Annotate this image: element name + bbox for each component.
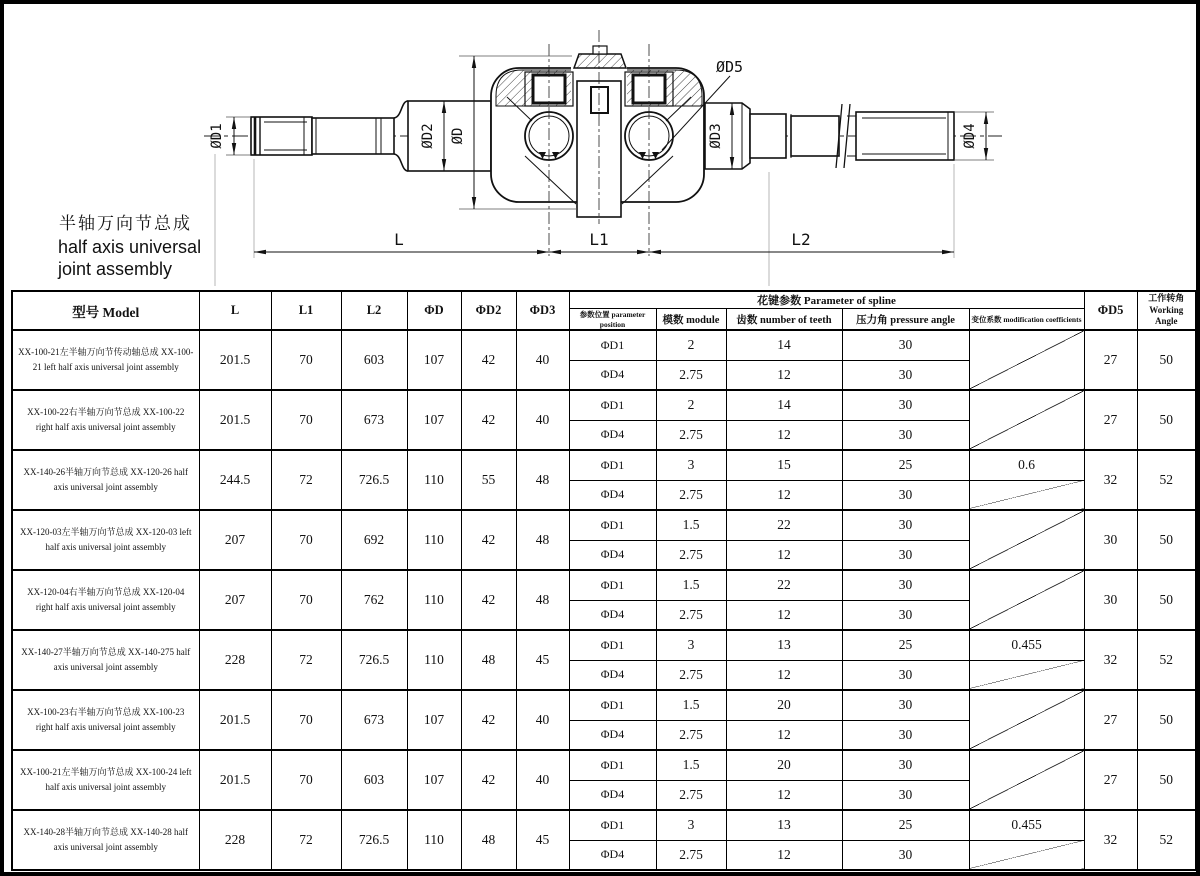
table-row: [12, 450, 1196, 480]
value-L2: 726.5: [341, 630, 407, 690]
spline-teeth: 20: [726, 690, 842, 720]
table-row: [12, 810, 1196, 840]
spline-teeth: 12: [726, 720, 842, 750]
value-d5: 27: [1084, 330, 1137, 390]
spline-module: 1.5: [656, 690, 726, 720]
joint-housing: [491, 30, 704, 256]
value-L: 207: [199, 570, 271, 630]
spline-pressure-angle: 30: [842, 690, 969, 720]
value-L1: 72: [271, 810, 341, 870]
value-L2: 603: [341, 330, 407, 390]
value-L1: 70: [271, 750, 341, 810]
header-L2: L2: [341, 291, 407, 330]
value-d: 107: [407, 390, 461, 450]
dim-label-d3: ØD3: [708, 123, 724, 149]
modification-empty: [969, 750, 1084, 810]
spline-position: ΦD4: [569, 840, 656, 870]
spline-pressure-angle: 30: [842, 780, 969, 810]
header-model: 型号 Model: [12, 291, 199, 330]
value-d2: 48: [461, 630, 516, 690]
drawing-title: [57, 214, 201, 279]
dim-label-L2: L2: [791, 230, 811, 249]
value-L1: 72: [271, 450, 341, 510]
value-d2: 42: [461, 750, 516, 810]
spline-pressure-angle: 30: [842, 330, 969, 360]
value-working-angle: 50: [1137, 510, 1196, 570]
value-L: 244.5: [199, 450, 271, 510]
value-L2: 603: [341, 750, 407, 810]
dim-label-d4: ØD4: [962, 123, 978, 149]
value-working-angle: 50: [1137, 690, 1196, 750]
spline-pressure-angle: 30: [842, 600, 969, 630]
value-d3: 48: [516, 570, 569, 630]
value-d5: 27: [1084, 390, 1137, 450]
header-L: L: [199, 291, 271, 330]
value-L2: 673: [341, 390, 407, 450]
spline-pressure-angle: 30: [842, 540, 969, 570]
spline-pressure-angle: 30: [842, 840, 969, 870]
spline-position: ΦD1: [569, 330, 656, 360]
table-row: [12, 390, 1196, 420]
value-d3: 45: [516, 810, 569, 870]
spline-pressure-angle: 30: [842, 570, 969, 600]
dim-label-d2: ØD2: [420, 123, 436, 149]
value-L: 201.5: [199, 390, 271, 450]
value-d3: 40: [516, 750, 569, 810]
modification-empty: [969, 390, 1084, 450]
header-number-of-teeth: 齿数 number of teeth: [726, 309, 842, 331]
value-d2: 48: [461, 810, 516, 870]
spline-module: 1.5: [656, 570, 726, 600]
value-L1: 70: [271, 330, 341, 390]
value-L1: 70: [271, 690, 341, 750]
spline-position: ΦD1: [569, 750, 656, 780]
table-row: [12, 570, 1196, 600]
modification-empty: [969, 690, 1084, 750]
value-d3: 48: [516, 510, 569, 570]
spline-position: ΦD4: [569, 420, 656, 450]
spline-module: 2.75: [656, 840, 726, 870]
value-d3: 40: [516, 690, 569, 750]
spline-position: ΦD4: [569, 360, 656, 390]
value-d5: 30: [1084, 570, 1137, 630]
model-cell: XX-120-04右半轴万向节总成 XX-120-04 right half axis universal joint assembly: [12, 570, 199, 630]
model-cell: XX-100-21左半轴万向节传动轴总成 XX-100-21 left half axis universal joint assembly: [12, 330, 199, 390]
dim-label-d1: ØD1: [209, 123, 225, 149]
value-d5: 30: [1084, 510, 1137, 570]
value-L2: 726.5: [341, 810, 407, 870]
value-working-angle: 50: [1137, 330, 1196, 390]
value-d2: 55: [461, 450, 516, 510]
spline-teeth: 14: [726, 390, 842, 420]
spline-teeth: 13: [726, 810, 842, 840]
header-d5: ΦD5: [1084, 291, 1137, 330]
value-d3: 40: [516, 330, 569, 390]
spline-modification: 0.455: [969, 630, 1084, 660]
spline-position: ΦD1: [569, 630, 656, 660]
value-L2: 692: [341, 510, 407, 570]
table-row: [12, 630, 1196, 660]
header-modification-coefficients: 变位系数 modification coefficients: [969, 309, 1084, 331]
header-L1: L1: [271, 291, 341, 330]
model-cell: XX-100-23右半轴万向节总成 XX-100-23 right half axis universal joint assembly: [12, 690, 199, 750]
header-d2: ΦD2: [461, 291, 516, 330]
modification-empty: [969, 660, 1084, 690]
spline-teeth: 22: [726, 510, 842, 540]
spline-teeth: 22: [726, 570, 842, 600]
spline-teeth: 12: [726, 780, 842, 810]
value-L: 228: [199, 810, 271, 870]
spline-modification: 0.6: [969, 450, 1084, 480]
value-L2: 673: [341, 690, 407, 750]
value-d5: 27: [1084, 750, 1137, 810]
header-parameter-position: 参数位置 parameter position: [569, 309, 656, 331]
value-d3: 45: [516, 630, 569, 690]
header-working-angle: [1137, 291, 1196, 330]
spline-module: 2.75: [656, 720, 726, 750]
modification-empty: [969, 840, 1084, 870]
value-L1: 70: [271, 390, 341, 450]
dim-label-d: ØD: [450, 127, 466, 145]
parameter-table: [11, 290, 1197, 871]
value-d2: 42: [461, 690, 516, 750]
dim-label-d5: ØD5: [716, 58, 744, 76]
spline-pressure-angle: 30: [842, 720, 969, 750]
value-d2: 42: [461, 570, 516, 630]
value-d: 110: [407, 810, 461, 870]
spline-module: 2.75: [656, 480, 726, 510]
spline-module: 2.75: [656, 360, 726, 390]
spline-teeth: 12: [726, 660, 842, 690]
table-row: [12, 330, 1196, 360]
header-working-angle-zh: 工作转角: [1148, 292, 1185, 303]
value-working-angle: 50: [1137, 390, 1196, 450]
spline-teeth: 13: [726, 630, 842, 660]
spline-pressure-angle: 30: [842, 750, 969, 780]
spline-module: 2: [656, 330, 726, 360]
value-working-angle: 52: [1137, 630, 1196, 690]
spline-position: ΦD1: [569, 690, 656, 720]
value-d: 110: [407, 570, 461, 630]
model-cell: XX-100-22右半轴万向节总成 XX-100-22 right half axis universal joint assembly: [12, 390, 199, 450]
spline-teeth: 14: [726, 330, 842, 360]
spline-module: 3: [656, 810, 726, 840]
spline-position: ΦD1: [569, 510, 656, 540]
dim-label-L1: L1: [589, 230, 609, 249]
modification-empty: [969, 570, 1084, 630]
model-cell: XX-140-28半轴万向节总成 XX-140-28 half axis universal joint assembly: [12, 810, 199, 870]
title-zh: 半轴万向节总成: [59, 214, 192, 233]
spline-pressure-angle: 30: [842, 360, 969, 390]
spline-position: ΦD1: [569, 570, 656, 600]
spline-modification: 0.455: [969, 810, 1084, 840]
spline-pressure-angle: 25: [842, 810, 969, 840]
spline-module: 2.75: [656, 780, 726, 810]
spline-teeth: 15: [726, 450, 842, 480]
spline-pressure-angle: 30: [842, 390, 969, 420]
table-row: [12, 750, 1196, 780]
header-d: ΦD: [407, 291, 461, 330]
dim-label-L: L: [394, 230, 404, 249]
spline-teeth: 12: [726, 840, 842, 870]
spline-module: 2.75: [656, 420, 726, 450]
value-L: 201.5: [199, 690, 271, 750]
model-cell: XX-120-03左半轴万向节总成 XX-120-03 left half axis universal joint assembly: [12, 510, 199, 570]
spline-position: ΦD4: [569, 720, 656, 750]
header-working-angle-en: Working Angle: [1149, 304, 1184, 327]
spline-teeth: 12: [726, 420, 842, 450]
value-d: 110: [407, 450, 461, 510]
modification-empty: [969, 330, 1084, 390]
value-d: 107: [407, 690, 461, 750]
spline-module: 3: [656, 450, 726, 480]
value-d5: 27: [1084, 690, 1137, 750]
modification-empty: [969, 480, 1084, 510]
value-L1: 72: [271, 630, 341, 690]
spline-pressure-angle: 30: [842, 420, 969, 450]
value-d: 107: [407, 330, 461, 390]
model-cell: XX-140-26半轴万向节总成 XX-120-26 half axis universal joint assembly: [12, 450, 199, 510]
modification-empty: [969, 510, 1084, 570]
spline-teeth: 12: [726, 360, 842, 390]
header-module: 模数 module: [656, 309, 726, 331]
value-d2: 42: [461, 330, 516, 390]
value-d5: 32: [1084, 450, 1137, 510]
value-d3: 40: [516, 390, 569, 450]
spline-teeth: 12: [726, 480, 842, 510]
spline-teeth: 12: [726, 600, 842, 630]
title-en-line1: half axis universal: [58, 237, 202, 257]
spline-position: ΦD1: [569, 390, 656, 420]
spline-pressure-angle: 25: [842, 630, 969, 660]
spline-module: 1.5: [656, 750, 726, 780]
spline-module: 2.75: [656, 600, 726, 630]
spline-module: 2.75: [656, 660, 726, 690]
header-pressure-angle: 压力角 pressure angle: [842, 309, 969, 331]
header-d3: ΦD3: [516, 291, 569, 330]
spline-position: ΦD4: [569, 600, 656, 630]
value-L1: 70: [271, 510, 341, 570]
spline-position: ΦD4: [569, 780, 656, 810]
value-working-angle: 52: [1137, 450, 1196, 510]
spline-pressure-angle: 25: [842, 450, 969, 480]
spline-position: ΦD1: [569, 450, 656, 480]
title-en-line2: joint assembly: [58, 259, 173, 279]
value-L: 228: [199, 630, 271, 690]
spline-position: ΦD4: [569, 480, 656, 510]
spline-pressure-angle: 30: [842, 480, 969, 510]
value-L: 201.5: [199, 750, 271, 810]
value-d2: 42: [461, 390, 516, 450]
spline-position: ΦD4: [569, 540, 656, 570]
model-cell: XX-140-27半轴万向节总成 XX-140-275 half axis universal joint assembly: [12, 630, 199, 690]
value-d2: 42: [461, 510, 516, 570]
spline-module: 2: [656, 390, 726, 420]
spline-module: 1.5: [656, 510, 726, 540]
value-d: 110: [407, 630, 461, 690]
spline-pressure-angle: 30: [842, 510, 969, 540]
spline-position: ΦD4: [569, 660, 656, 690]
table-row: [12, 690, 1196, 720]
value-L1: 70: [271, 570, 341, 630]
value-working-angle: 50: [1137, 570, 1196, 630]
right-shaft: [705, 103, 954, 169]
value-L2: 726.5: [341, 450, 407, 510]
spline-module: 3: [656, 630, 726, 660]
value-d: 110: [407, 510, 461, 570]
spline-module: 2.75: [656, 540, 726, 570]
spline-teeth: 12: [726, 540, 842, 570]
value-d5: 32: [1084, 630, 1137, 690]
assembly-drawing: [4, 4, 1196, 288]
value-working-angle: 52: [1137, 810, 1196, 870]
spline-pressure-angle: 30: [842, 660, 969, 690]
value-d3: 48: [516, 450, 569, 510]
header-spline-group: 花键参数 Parameter of spline: [569, 291, 1084, 309]
table-row: [12, 510, 1196, 540]
table-body: [12, 330, 1196, 870]
spline-position: ΦD1: [569, 810, 656, 840]
value-working-angle: 50: [1137, 750, 1196, 810]
value-L: 207: [199, 510, 271, 570]
value-L2: 762: [341, 570, 407, 630]
value-d: 107: [407, 750, 461, 810]
value-d5: 32: [1084, 810, 1137, 870]
model-cell: XX-100-21左半轴万向节总成 XX-100-24 left half axis universal joint assembly: [12, 750, 199, 810]
spline-teeth: 20: [726, 750, 842, 780]
value-L: 201.5: [199, 330, 271, 390]
